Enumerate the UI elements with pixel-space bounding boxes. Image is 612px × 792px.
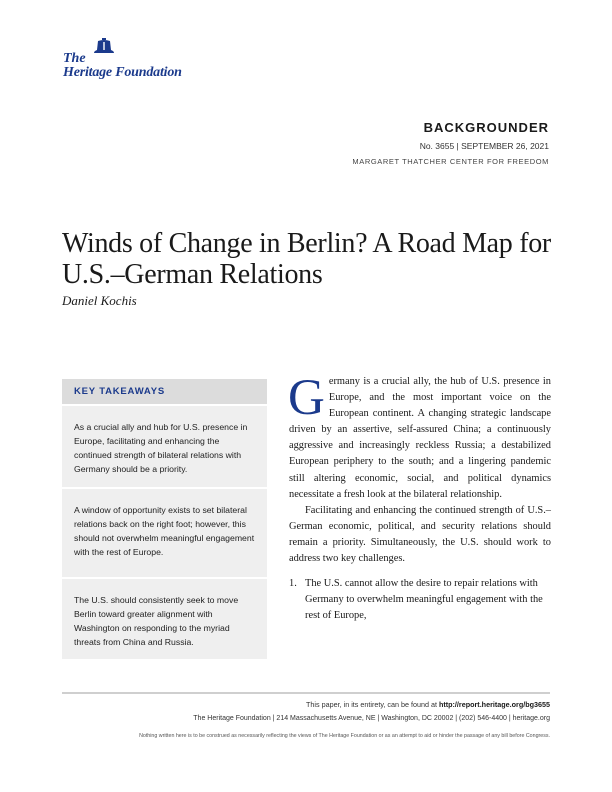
paragraph-1-text: ermany is a crucial ally, the hub of U.S. presence in Europe, and the most important voice on the European continent. A changing strategic landscape driven by an assertive, self-assured China; a continuously aggressive and increasingly reckless Russia; a destabilized European periphery to the south; and a lingering pandemic still altering economic, social, and political dynamics necessitate a fresh look at the bilateral relationship. <box>289 376 551 500</box>
heritage-logo <box>62 38 222 86</box>
author-name: Daniel Kochis <box>62 293 137 308</box>
footer-disclaimer: Nothing written here is to be construed as necessarily reflecting the views of The Heritage Foundation or as an attempt to aid or hinder the passage of any bill before Congress. <box>139 733 550 739</box>
center-name: MARGARET THATCHER CENTER FOR FREEDOM <box>352 157 549 166</box>
issue-info: No. 3655 | SEPTEMBER 26, 2021 <box>419 141 549 151</box>
key-takeaway-text: The U.S. should consistently seek to move Berlin toward greater alignment with Washington on responding to the myriad threats from China and Russia. <box>74 595 239 647</box>
key-takeaway-text: As a crucial ally and hub for U.S. presence in Europe, facilitating and enhancing the continued strength of bilateral relations with Germany should be a priority. <box>74 422 248 474</box>
liberty-bell-icon <box>93 38 115 55</box>
page-title: Winds of Change in Berlin? A Road Map for U.S.–German Relations <box>62 228 551 290</box>
logo-line-the: The <box>63 51 86 66</box>
logo-line-name: Heritage Foundation <box>63 65 182 80</box>
key-takeaways-heading: KEY TAKEAWAYS <box>74 386 165 397</box>
list-number: 1. <box>289 578 297 590</box>
drop-cap: G <box>288 370 325 426</box>
key-takeaway-text: A window of opportunity exists to set bilateral relations back on the right foot; however, this should not overwhelm meaningful engagement with the rest of Europe. <box>74 505 255 557</box>
body-paragraph-1 <box>288 370 551 503</box>
key-takeaway-item <box>62 579 267 659</box>
report-url-link[interactable]: http://report.heritage.org/bg3655 <box>438 700 550 709</box>
footer-report-link-line <box>306 700 550 709</box>
body-text <box>288 370 551 624</box>
footer-address: The Heritage Foundation | 214 Massachusetts Avenue, NE | Washington, DC 20002 | (202) 546-4400 | heritage.org <box>193 715 550 722</box>
key-takeaway-item <box>62 489 267 577</box>
series-label: BACKGROUNDER <box>423 120 549 135</box>
numbered-list-item <box>289 576 551 624</box>
body-paragraph-2: Facilitating and enhancing the continued strength of U.S.–German economic, political, and security relations should remain a priority. Simultaneously, the U.S. should work to address two key challenges. <box>289 504 551 565</box>
key-takeaways-header <box>62 379 267 404</box>
key-takeaway-item <box>62 406 267 487</box>
footer-link-prefix: This paper, in its entirety, can be found at <box>306 700 437 709</box>
footer-divider <box>62 692 550 694</box>
list-item-text: The U.S. cannot allow the desire to repair relations with Germany to overwhelm meaningful engagement with the rest of Europe, <box>305 578 543 622</box>
